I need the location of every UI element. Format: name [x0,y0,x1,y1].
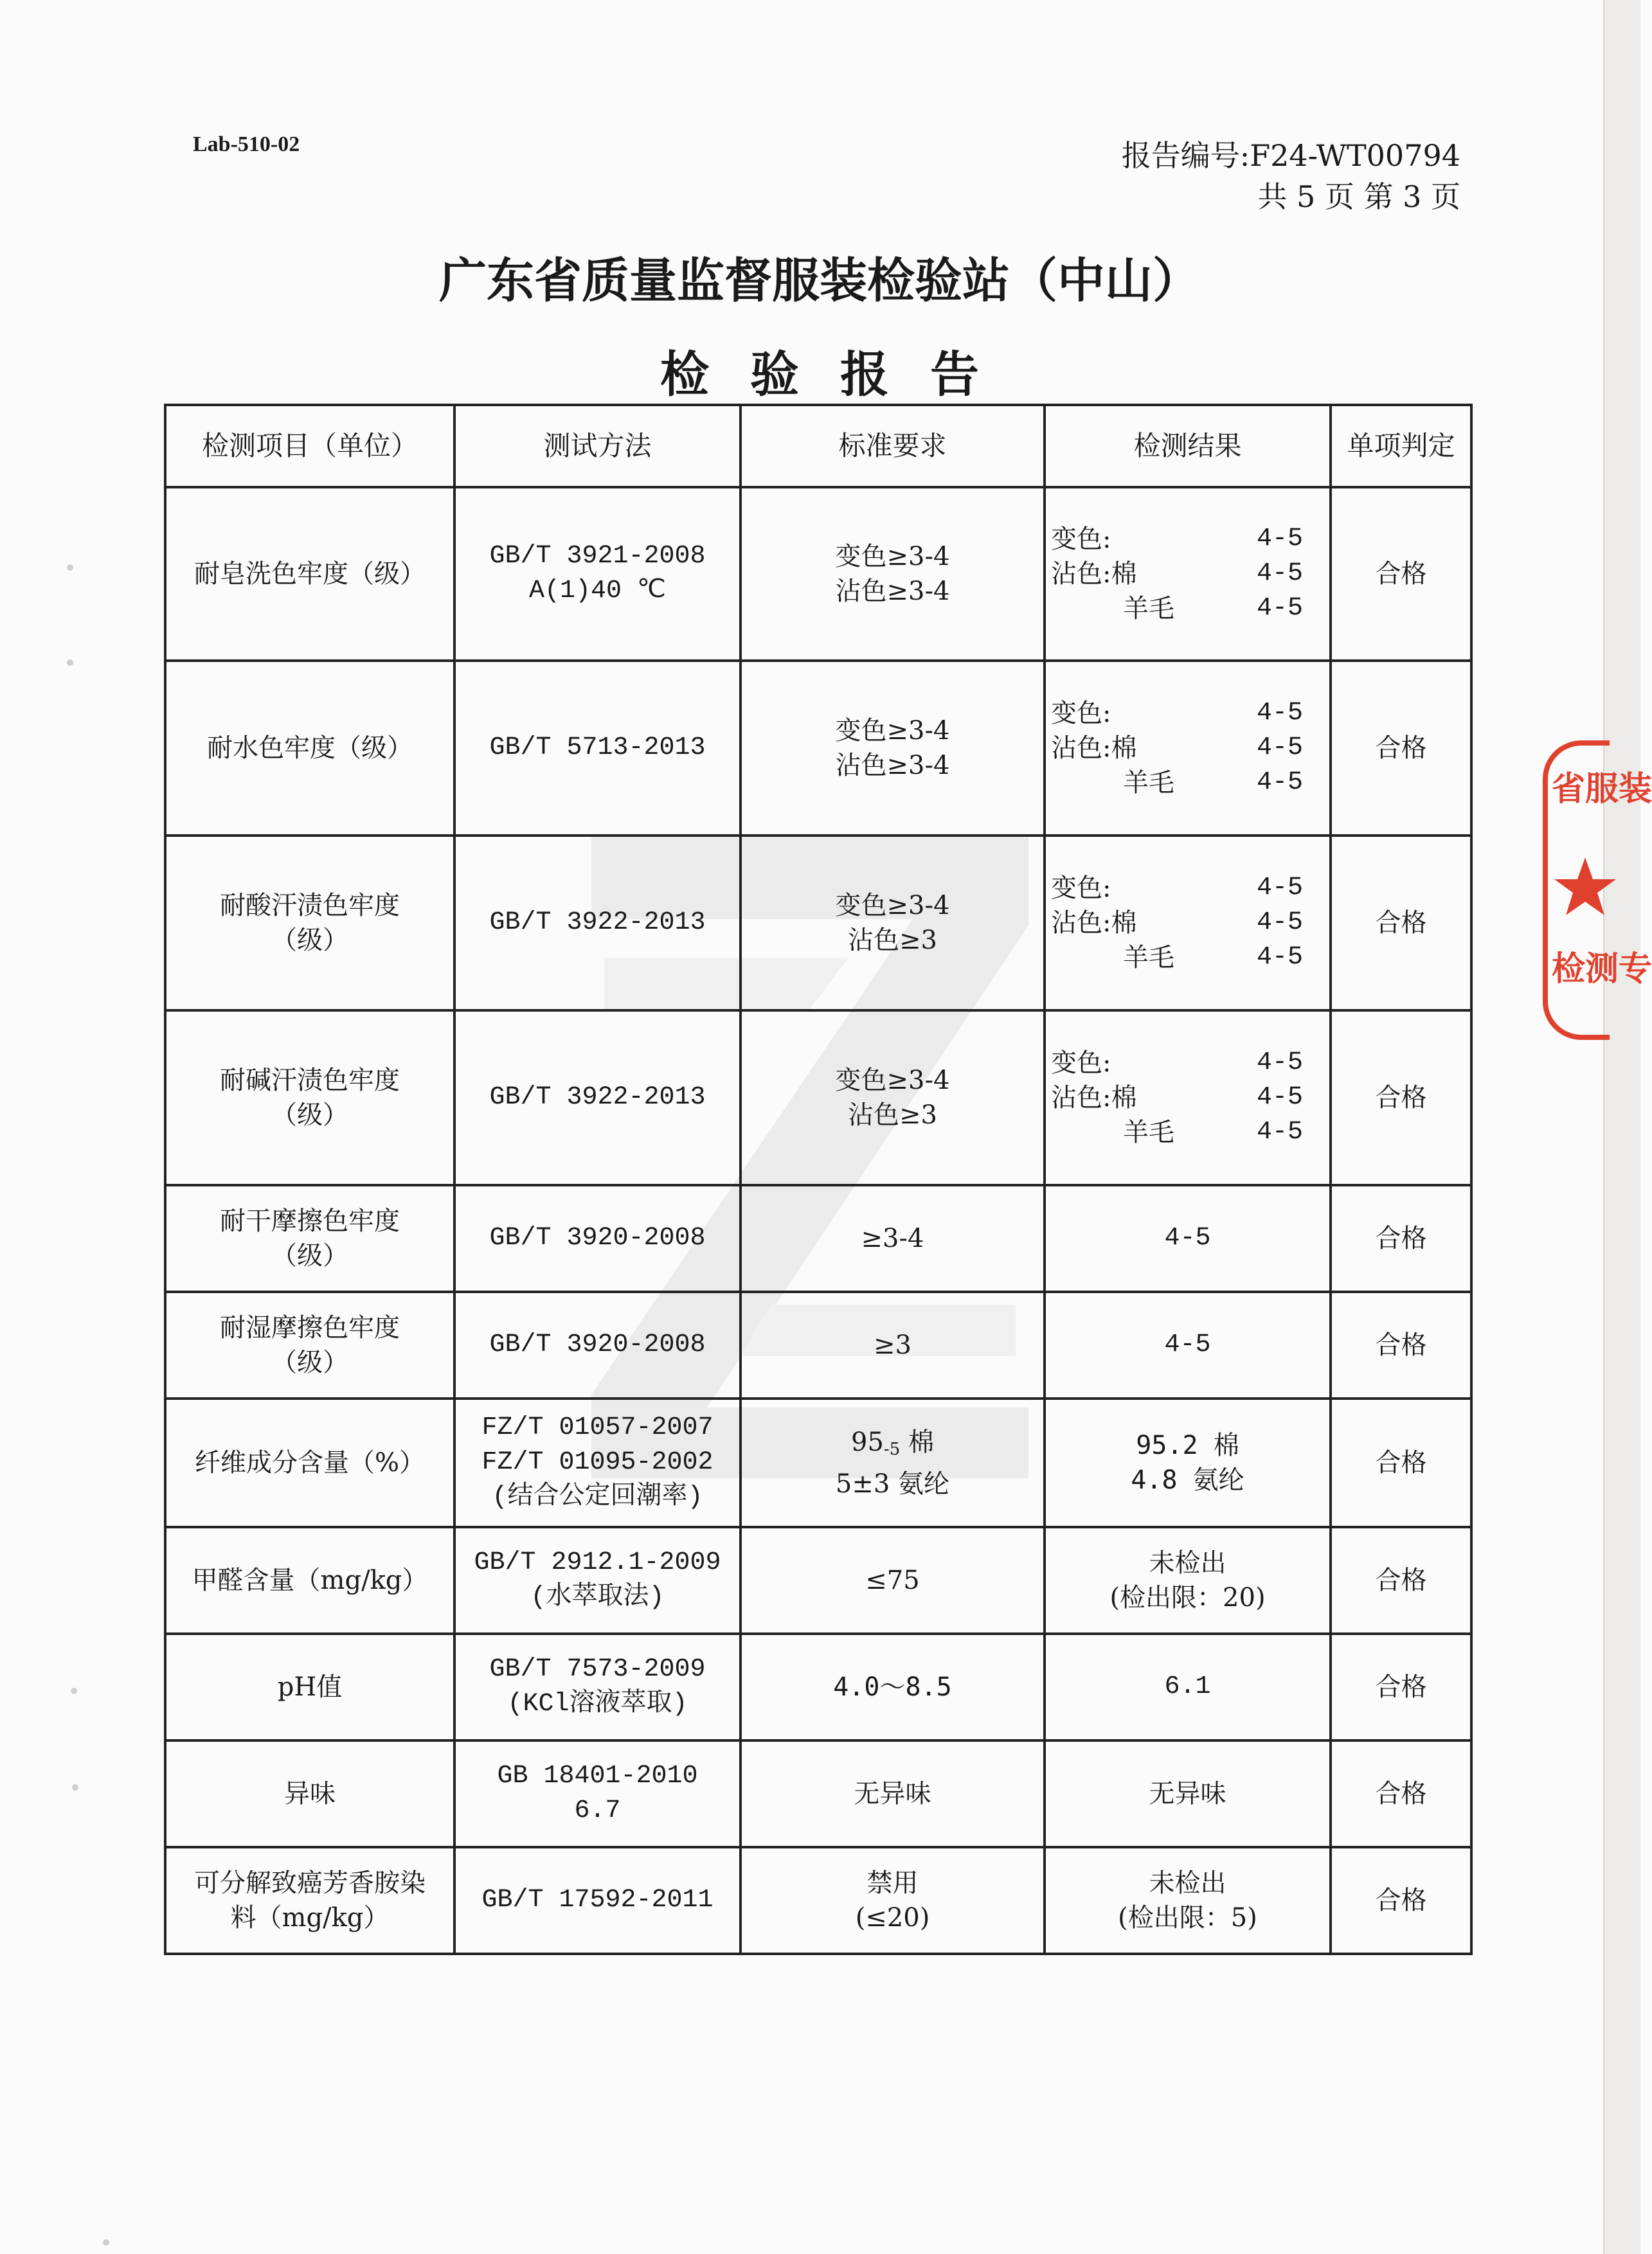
lab-code: Lab-510-02 [193,132,300,156]
verdict-cell: 合格 [1331,1527,1471,1634]
method-text: (水萃取法) [530,1583,665,1612]
result-value: 4-5 [1257,768,1304,797]
method-cell [454,661,741,836]
result-label: 变色: [1051,699,1111,728]
result-label: 沾色:棉 [1051,908,1137,938]
result-label: 沾色:棉 [1051,733,1137,763]
punch-mark [72,1784,78,1791]
requirement-text: 沾色≥3-4 [835,577,950,606]
stamp-text-top: 省服装 [1552,770,1652,809]
result-value: 4-5 [1257,908,1304,937]
verdict-cell: 合格 [1331,661,1471,836]
method-text: 6.7 [574,1796,621,1825]
result-cell [1045,1847,1331,1954]
requirement-cell [741,1185,1045,1292]
star-icon [1553,855,1617,919]
result-label: 变色: [1051,524,1111,554]
method-text: (KCl溶液萃取) [507,1690,688,1719]
table-row [165,1847,1471,1954]
method-cell [454,487,741,661]
item-text: 耐干摩擦色牢度 [220,1206,400,1236]
requirement-cell [741,1292,1045,1399]
method-cell [454,1185,741,1292]
item-text: 纤维成分含量（%） [194,1448,425,1478]
report-title: 检验报告 [660,346,1020,403]
requirement-text: 5±3 氨纶 [835,1469,950,1499]
punch-mark [67,564,73,571]
report-number: 报告编号:F24-WT00794 [1121,138,1460,173]
header-verdict: 单项判定 [1331,405,1471,487]
result-text: 未检出 [1149,1868,1226,1898]
requirement-text: 变色≥3-4 [835,716,950,746]
requirement-cell [741,487,1045,661]
table-row [165,836,1471,1010]
result-text: (检出限：5) [1118,1903,1257,1933]
result-label: 羊毛 [1123,943,1174,972]
method-cell [454,1527,741,1634]
method-text: GB/T 7573-2009 [489,1655,706,1684]
verdict-cell: 合格 [1331,1010,1471,1185]
item-cell [165,1740,454,1847]
result-cell [1045,1740,1331,1847]
method-text: GB/T 17592-2011 [481,1886,714,1915]
item-text: 可分解致癌芳香胺染 [194,1868,426,1898]
method-text: (结合公定回潮率) [492,1483,703,1512]
item-text: 耐酸汗渍色牢度 [220,891,400,920]
table-row [165,1292,1471,1399]
item-cell [165,661,454,836]
method-cell [454,1010,741,1185]
result-value: 4-5 [1257,524,1304,553]
method-cell [454,836,741,1010]
result-value: 4-5 [1257,733,1304,762]
fiber-requirement-line [748,1425,1037,1467]
result-text: 4-5 [1164,1224,1211,1253]
punch-mark [71,1688,77,1694]
result-cell [1045,1634,1331,1740]
method-text: GB 18401-2010 [497,1762,698,1791]
result-text: 无异味 [1149,1779,1226,1809]
punch-mark [67,659,73,666]
table-row [165,1185,1471,1292]
header-test-item: 检测项目（单位） [165,405,454,487]
method-cell [454,1399,741,1527]
result-text: 4-5 [1164,1330,1211,1359]
table-header-row [165,405,1471,487]
result-cell [1045,1292,1331,1399]
result-text: 6.1 [1164,1672,1211,1701]
result-value: 4-5 [1257,1048,1304,1077]
method-text: GB/T 2912.1-2009 [474,1548,721,1577]
item-text: 耐湿摩擦色牢度 [220,1313,400,1343]
item-text: （级） [271,926,348,955]
verdict-cell: 合格 [1331,1847,1471,1954]
method-text: GB/T 3921-2008 [489,542,706,571]
method-cell [454,1634,741,1740]
method-text: GB/T 5713-2013 [489,733,706,762]
inspection-table [164,404,1473,1955]
requirement-cell [741,1740,1045,1847]
stamp-text-bottom: 检测专 [1552,950,1652,988]
method-text: GB/T 3922-2013 [489,1083,706,1112]
verdict-cell: 合格 [1331,1740,1471,1847]
red-seal-stamp [1543,740,1652,1040]
item-cell [165,836,454,1010]
method-text: GB/T 3920-2008 [489,1330,706,1359]
result-value: 4-5 [1257,699,1304,728]
table-row [165,487,1471,661]
requirement-text: ≥3 [874,1330,911,1360]
requirement-text: 变色≥3-4 [835,1066,950,1095]
item-text: （级） [271,1100,348,1130]
result-text: (检出限：20) [1109,1583,1266,1613]
item-text: 耐水色牢度（级） [207,733,413,763]
result-cell [1045,836,1331,1010]
result-text: 95.2 棉 [1136,1431,1239,1460]
item-text: （级） [271,1348,348,1377]
result-text: 未检出 [1149,1548,1226,1578]
requirement-cell [741,1527,1045,1634]
item-cell [165,1527,454,1634]
requirement-cell [741,661,1045,836]
item-cell [165,1292,454,1399]
requirement-cell [741,1399,1045,1527]
result-cell [1045,487,1331,661]
item-cell [165,1634,454,1740]
method-text: A(1)40 ℃ [529,577,666,605]
requirement-text: (≤20) [855,1903,930,1933]
method-cell [454,1847,741,1954]
method-text: GB/T 3920-2008 [489,1224,706,1253]
result-cell [1045,1527,1331,1634]
result-label: 变色: [1051,873,1111,903]
station-title: 广东省质量监督服装检验站（中山） [439,253,1200,309]
punch-mark [103,2239,109,2246]
result-label: 羊毛 [1123,1118,1174,1147]
result-cell [1045,1399,1331,1527]
requirement-text: 沾色≥3 [848,926,937,955]
requirement-text: 变色≥3-4 [835,542,950,571]
result-value: 4-5 [1257,1118,1304,1147]
table-row [165,661,1471,836]
result-value: 4-5 [1257,873,1304,902]
item-text: 耐皂洗色牢度（级） [194,559,426,589]
requirement-text: 禁用 [866,1868,919,1898]
result-text: 4.8 氨纶 [1131,1465,1244,1495]
header-test-method: 测试方法 [454,405,741,487]
item-cell [165,1010,454,1185]
verdict-cell: 合格 [1331,1634,1471,1740]
fiber-name: 棉 [900,1427,934,1457]
item-text: 异味 [284,1779,336,1809]
result-cell [1045,1185,1331,1292]
requirement-text: 变色≥3-4 [835,891,950,920]
result-value: 4-5 [1257,559,1304,588]
table-row [165,1740,1471,1847]
fiber-tolerance: -5 [883,1439,901,1459]
requirement-cell [741,836,1045,1010]
result-value: 4-5 [1257,1083,1304,1112]
method-cell [454,1740,741,1847]
table-row [165,1634,1471,1740]
method-cell [454,1292,741,1399]
method-text: FZ/T 01057-2007 [481,1413,714,1442]
header-result: 检测结果 [1045,405,1331,487]
verdict-cell: 合格 [1331,1292,1471,1399]
result-value: 4-5 [1257,943,1304,972]
requirement-text: 无异味 [854,1779,931,1809]
verdict-cell: 合格 [1331,1399,1471,1527]
method-text: FZ/T 01095-2002 [481,1448,714,1477]
report-number-block [1122,135,1460,217]
result-label: 变色: [1051,1048,1111,1078]
requirement-text: ≤75 [865,1566,920,1595]
item-text: 耐碱汗渍色牢度 [220,1066,400,1095]
requirement-text: 4.0～8.5 [833,1672,952,1702]
verdict-cell: 合格 [1331,836,1471,1010]
item-text: pH值 [277,1672,343,1702]
requirement-cell [741,1634,1045,1740]
result-label: 羊毛 [1123,594,1174,623]
fiber-base: 95 [851,1427,884,1457]
item-cell [165,1847,454,1954]
verdict-cell: 合格 [1331,1185,1471,1292]
result-label: 羊毛 [1123,768,1174,798]
result-value: 4-5 [1257,594,1304,623]
requirement-cell [741,1010,1045,1185]
requirement-cell [741,1847,1045,1954]
verdict-cell: 合格 [1331,487,1471,661]
result-cell [1045,661,1331,836]
item-text: （级） [271,1241,348,1271]
requirement-text: ≥3-4 [861,1224,924,1253]
result-cell [1045,1010,1331,1185]
table-row [165,1527,1471,1634]
header-requirement: 标准要求 [741,405,1045,487]
result-label: 沾色:棉 [1051,559,1137,589]
method-text: GB/T 3922-2013 [489,908,706,937]
item-cell [165,1185,454,1292]
item-cell [165,487,454,661]
item-text: 料（mg/kg） [230,1903,390,1933]
requirement-text: 沾色≥3 [848,1100,937,1130]
table-row [165,1399,1471,1527]
item-text: 甲醛含量（mg/kg） [192,1566,428,1595]
page-info: 共 5 页 第 3 页 [1257,179,1460,214]
result-label: 沾色:棉 [1051,1083,1137,1113]
item-cell [165,1399,454,1527]
table-row [165,1010,1471,1185]
requirement-text: 沾色≥3-4 [835,751,950,780]
